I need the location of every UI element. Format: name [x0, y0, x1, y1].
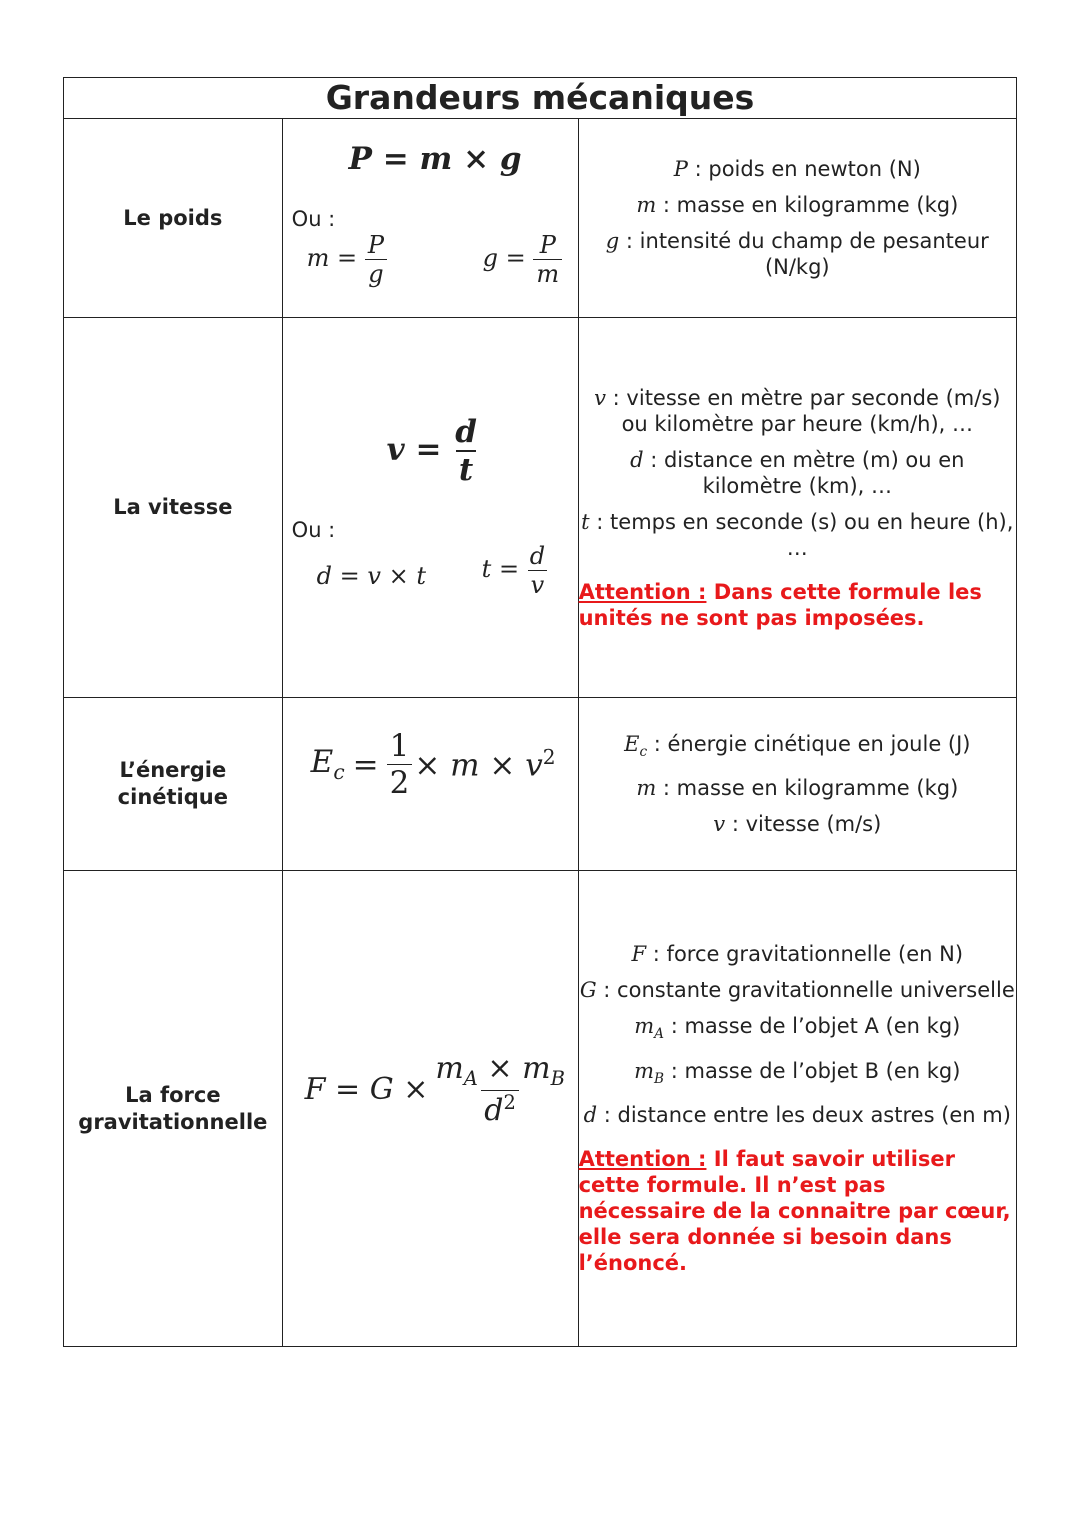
page-title: Grandeurs mécaniques	[64, 78, 1017, 119]
symbol: m	[636, 193, 657, 217]
alt-label: Ou :	[291, 518, 336, 542]
times-sign: ×	[477, 1051, 523, 1086]
definition-text: : vitesse (m/s)	[725, 812, 882, 837]
symbol: v	[713, 812, 726, 837]
symbol: P	[673, 157, 688, 181]
lhs-subscript: c	[333, 760, 345, 785]
definition	[579, 941, 1016, 967]
definition	[579, 509, 1016, 561]
definition	[579, 731, 1016, 765]
formula-rhs	[414, 745, 555, 783]
definition	[579, 1058, 1016, 1092]
definition-text: : masse de l’objet A (en kg)	[664, 1014, 961, 1039]
symbol: d	[630, 447, 644, 472]
definitions-cell	[578, 871, 1016, 1347]
definitions-cell	[578, 698, 1016, 871]
denominator: t	[456, 450, 476, 488]
definition-text: : distance entre les deux astres (en m)	[597, 1102, 1011, 1127]
formula-lhs	[311, 744, 345, 784]
rhs-text: × m × v	[414, 747, 543, 784]
definition-text: : masse de l’objet B (en kg)	[664, 1058, 961, 1083]
row-name: La vitesse	[64, 318, 283, 698]
distance-exponent: 2	[503, 1091, 516, 1114]
definitions-cell	[578, 318, 1016, 698]
formula-cell	[282, 698, 578, 871]
definition-text: : vitesse en mètre par seconde (m/s) ou kilomètre par heure (km/h), …	[606, 385, 1001, 436]
symbol-subscript: A	[654, 1026, 665, 1043]
definition	[579, 811, 1016, 837]
definition-text: : masse en kilogramme (kg)	[656, 776, 959, 801]
symbol-subscript: B	[654, 1070, 665, 1087]
lhs-symbol: E	[310, 744, 334, 781]
warning-label: Attention :	[578, 579, 707, 604]
mass-a: m	[435, 1051, 464, 1086]
main-formula: P = m × g	[348, 141, 522, 177]
main-formula	[305, 1051, 568, 1128]
denominator: v	[528, 570, 548, 599]
grandeurs-table	[63, 77, 1017, 1347]
denominator	[481, 1090, 519, 1128]
definition-text: : constante gravitationnelle universelle	[596, 978, 1015, 1003]
definition	[579, 156, 1016, 182]
symbol: g	[605, 229, 620, 253]
rhs-exponent: 2	[542, 745, 556, 770]
row-energie-cinetique	[64, 698, 1017, 871]
warning-label: Attention :	[578, 1146, 707, 1171]
warning-note	[579, 579, 1016, 631]
fraction	[452, 414, 480, 488]
numerator	[432, 1051, 568, 1090]
row-force-gravitationnelle	[64, 871, 1017, 1347]
formula-lhs: F = G ×	[304, 1072, 429, 1107]
definition	[579, 1102, 1016, 1128]
numerator: 1	[389, 728, 410, 764]
fraction	[365, 231, 387, 288]
fraction	[527, 542, 548, 599]
mass-b: m	[522, 1051, 551, 1086]
symbol: F	[631, 942, 647, 967]
definition	[579, 1013, 1016, 1047]
alt-formula-m	[307, 231, 387, 288]
distance: d	[484, 1093, 504, 1128]
symbol: G	[579, 978, 597, 1003]
warning-note	[579, 1146, 1016, 1276]
main-lhs: v =	[386, 431, 442, 468]
symbol: E	[624, 731, 640, 756]
definition-text: : temps en seconde (s) ou en heure (h), …	[589, 509, 1014, 560]
row-name: L’énergie cinétique	[64, 698, 283, 871]
fraction	[533, 231, 562, 288]
definition-text: : poids en newton (N)	[687, 157, 921, 181]
definition	[579, 385, 1016, 437]
definition-text: : masse en kilogramme (kg)	[656, 193, 959, 217]
definition	[579, 192, 1016, 218]
definition	[579, 775, 1016, 801]
definition	[579, 228, 1016, 280]
symbol-subscript: c	[639, 744, 648, 761]
symbol: v	[594, 385, 606, 410]
symbol: m	[634, 1014, 655, 1039]
symbol: m	[634, 1058, 655, 1083]
formula-cell	[282, 318, 578, 698]
alt-lhs: m =	[306, 244, 358, 272]
definition-text: : intensité du champ de pesanteur (N/kg)	[619, 229, 989, 279]
numerator: d	[529, 542, 546, 570]
numerator: P	[367, 231, 384, 259]
numerator: d	[455, 414, 477, 450]
denominator: 2	[387, 764, 413, 801]
fraction	[387, 728, 413, 801]
row-vitesse	[64, 318, 1017, 698]
mass-b-subscript: B	[550, 1067, 565, 1090]
symbol: m	[636, 776, 657, 801]
denominator: g	[365, 259, 386, 288]
formula-cell	[282, 119, 578, 318]
row-name: La force gravitationnelle	[64, 871, 283, 1347]
main-formula	[387, 414, 480, 488]
warning-text: Dans cette formule les unités ne sont pas imposées.	[578, 579, 982, 630]
mass-a-subscript: A	[463, 1067, 478, 1090]
definitions-cell	[578, 119, 1016, 318]
main-formula	[311, 728, 556, 801]
fraction	[432, 1051, 568, 1128]
alt-formula-d: d = v × t	[316, 562, 426, 590]
symbol: d	[583, 1102, 598, 1127]
equals-sign: =	[352, 746, 379, 783]
definition	[579, 447, 1016, 499]
definition-text: : force gravitationnelle (en N)	[646, 942, 964, 967]
definition	[579, 977, 1016, 1003]
denominator: m	[533, 259, 562, 288]
alt-label: Ou :	[291, 207, 336, 231]
row-poids	[64, 119, 1017, 318]
definition-text: : énergie cinétique en joule (J)	[647, 731, 971, 756]
alt-formula-g	[483, 231, 563, 288]
symbol: t	[581, 509, 590, 534]
numerator: P	[539, 231, 556, 259]
formula-cell	[282, 871, 578, 1347]
warning-text: Il faut savoir utiliser cette formule. Il n’est pas nécessaire de la connaitre par cœur, elle sera donnée si besoin dans l’énoncé.	[578, 1146, 1011, 1275]
definition-text: : distance en mètre (m) ou en kilomètre (km), …	[643, 447, 965, 498]
alt-lhs: g =	[482, 244, 526, 272]
alt-formula-t	[482, 542, 548, 599]
alt-lhs: t =	[481, 555, 520, 583]
row-name: Le poids	[64, 119, 283, 318]
